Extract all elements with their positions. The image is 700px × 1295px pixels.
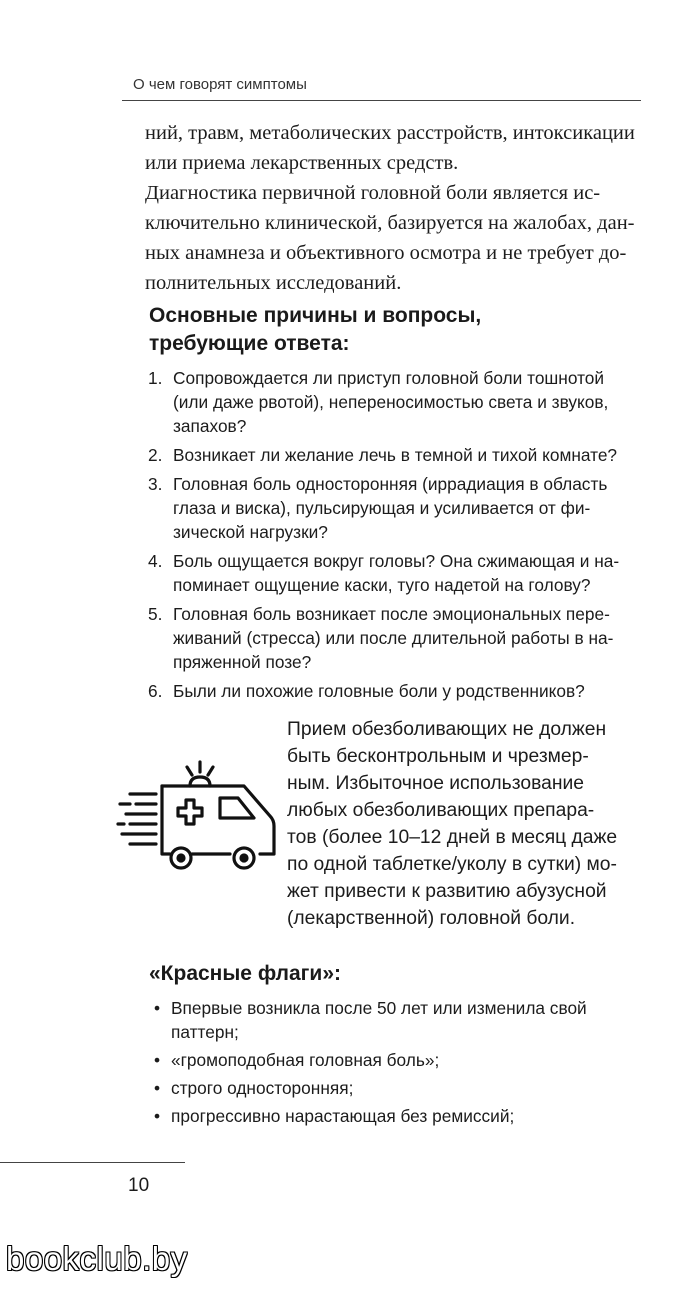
text-line: полнительных исследований. <box>145 272 402 294</box>
watermark: bookclub.by <box>6 1240 188 1277</box>
bullet-icon: • <box>154 1078 161 1098</box>
text-line: (или даже рвотой), непереносимостью света и звуков, <box>173 392 609 412</box>
text-line: любых обезболивающих препара- <box>287 800 595 821</box>
red-flag-item <box>150 996 650 1044</box>
text-line: Возникает ли желание лечь в темной и тихой комнате? <box>173 445 618 465</box>
question-item <box>148 366 648 438</box>
warning-note <box>287 716 639 932</box>
item-number: 5. <box>148 604 163 624</box>
running-head: О чем говорят симптомы <box>133 76 307 93</box>
text-line: быть бесконтрольным и чрезмер- <box>287 746 589 767</box>
bullet-icon: • <box>154 1106 161 1126</box>
text-line: ний, травм, метаболических расстройств, интоксикации <box>145 122 635 144</box>
text-line: пряженной позе? <box>173 652 312 672</box>
question-item <box>148 679 648 703</box>
text-line: или приема лекарственных средств. <box>145 152 459 174</box>
red-flag-item <box>150 1104 650 1128</box>
footer-rule <box>0 1162 185 1163</box>
bullet-icon: • <box>154 998 161 1018</box>
heading-line: требующие ответа: <box>149 332 350 355</box>
intro-text <box>145 118 640 298</box>
question-item <box>148 602 648 674</box>
bullet-icon: • <box>154 1050 161 1070</box>
text-line: глаза и виска), пульсирующая и усиливается от фи- <box>173 498 591 518</box>
text-line: прогрессивно нарастающая без ремиссий; <box>171 1106 515 1126</box>
text-line: Прием обезболивающих не должен <box>287 719 607 740</box>
item-number: 1. <box>148 368 163 388</box>
text-line: строго односторонняя; <box>171 1078 354 1098</box>
intro-paragraph-2 <box>145 178 640 298</box>
text-line: живаний (стресса) или после длительной работы в на- <box>173 628 614 648</box>
text-line: по одной таблетке/уколу в сутки) мо- <box>287 854 617 875</box>
item-number: 2. <box>148 445 163 465</box>
heading-line: Основные причины и вопросы, <box>149 304 482 327</box>
ambulance-icon <box>116 758 280 883</box>
text-line: запахов? <box>173 416 247 436</box>
text-line: ным. Избыточное использование <box>287 773 584 794</box>
text-line: ключительно клинической, базируется на жалобах, дан- <box>145 212 635 234</box>
text-line: тов (более 10–12 дней в месяц даже <box>287 827 618 848</box>
header-rule <box>122 100 641 101</box>
red-flag-item <box>150 1076 650 1100</box>
text-line: паттерн; <box>171 1022 239 1042</box>
text-line: зической нагрузки? <box>173 522 328 542</box>
item-number: 4. <box>148 551 163 571</box>
text-line: поминает ощущение каски, туго надетой на голову? <box>173 575 591 595</box>
questions-heading <box>149 302 481 358</box>
heading-line: «Красные флаги»: <box>149 962 342 985</box>
item-number: 6. <box>148 681 163 701</box>
text-line: Сопровождается ли приступ головной боли тошнотой <box>173 368 605 388</box>
text-line: (лекарственной) головной боли. <box>287 908 576 929</box>
text-line: Головная боль возникает после эмоциональных пере- <box>173 604 610 624</box>
question-item <box>148 443 648 467</box>
text-line: ных анамнеза и объективного осмотра и не требует до- <box>145 242 627 264</box>
red-flags-heading <box>149 960 341 988</box>
red-flag-item <box>150 1048 650 1072</box>
text-line: Впервые возникла после 50 лет или изменила свой <box>171 998 587 1018</box>
text-line: Боль ощущается вокруг головы? Она сжимающая и на- <box>173 551 620 571</box>
item-number: 3. <box>148 474 163 494</box>
text-line: жет привести к развитию абузусной <box>287 881 607 902</box>
text-line: Диагностика первичной головной боли является ис- <box>145 182 601 204</box>
questions-list <box>148 366 648 708</box>
text-line: «громоподобная головная боль»; <box>171 1050 440 1070</box>
text-line: Были ли похожие головные боли у родственников? <box>173 681 585 701</box>
text-line: Головная боль односторонняя (иррадиация в область <box>173 474 608 494</box>
question-item <box>148 549 648 597</box>
red-flags-list <box>150 996 650 1132</box>
page-number: 10 <box>128 1175 150 1196</box>
intro-paragraph-1 <box>145 118 640 178</box>
question-item <box>148 472 648 544</box>
